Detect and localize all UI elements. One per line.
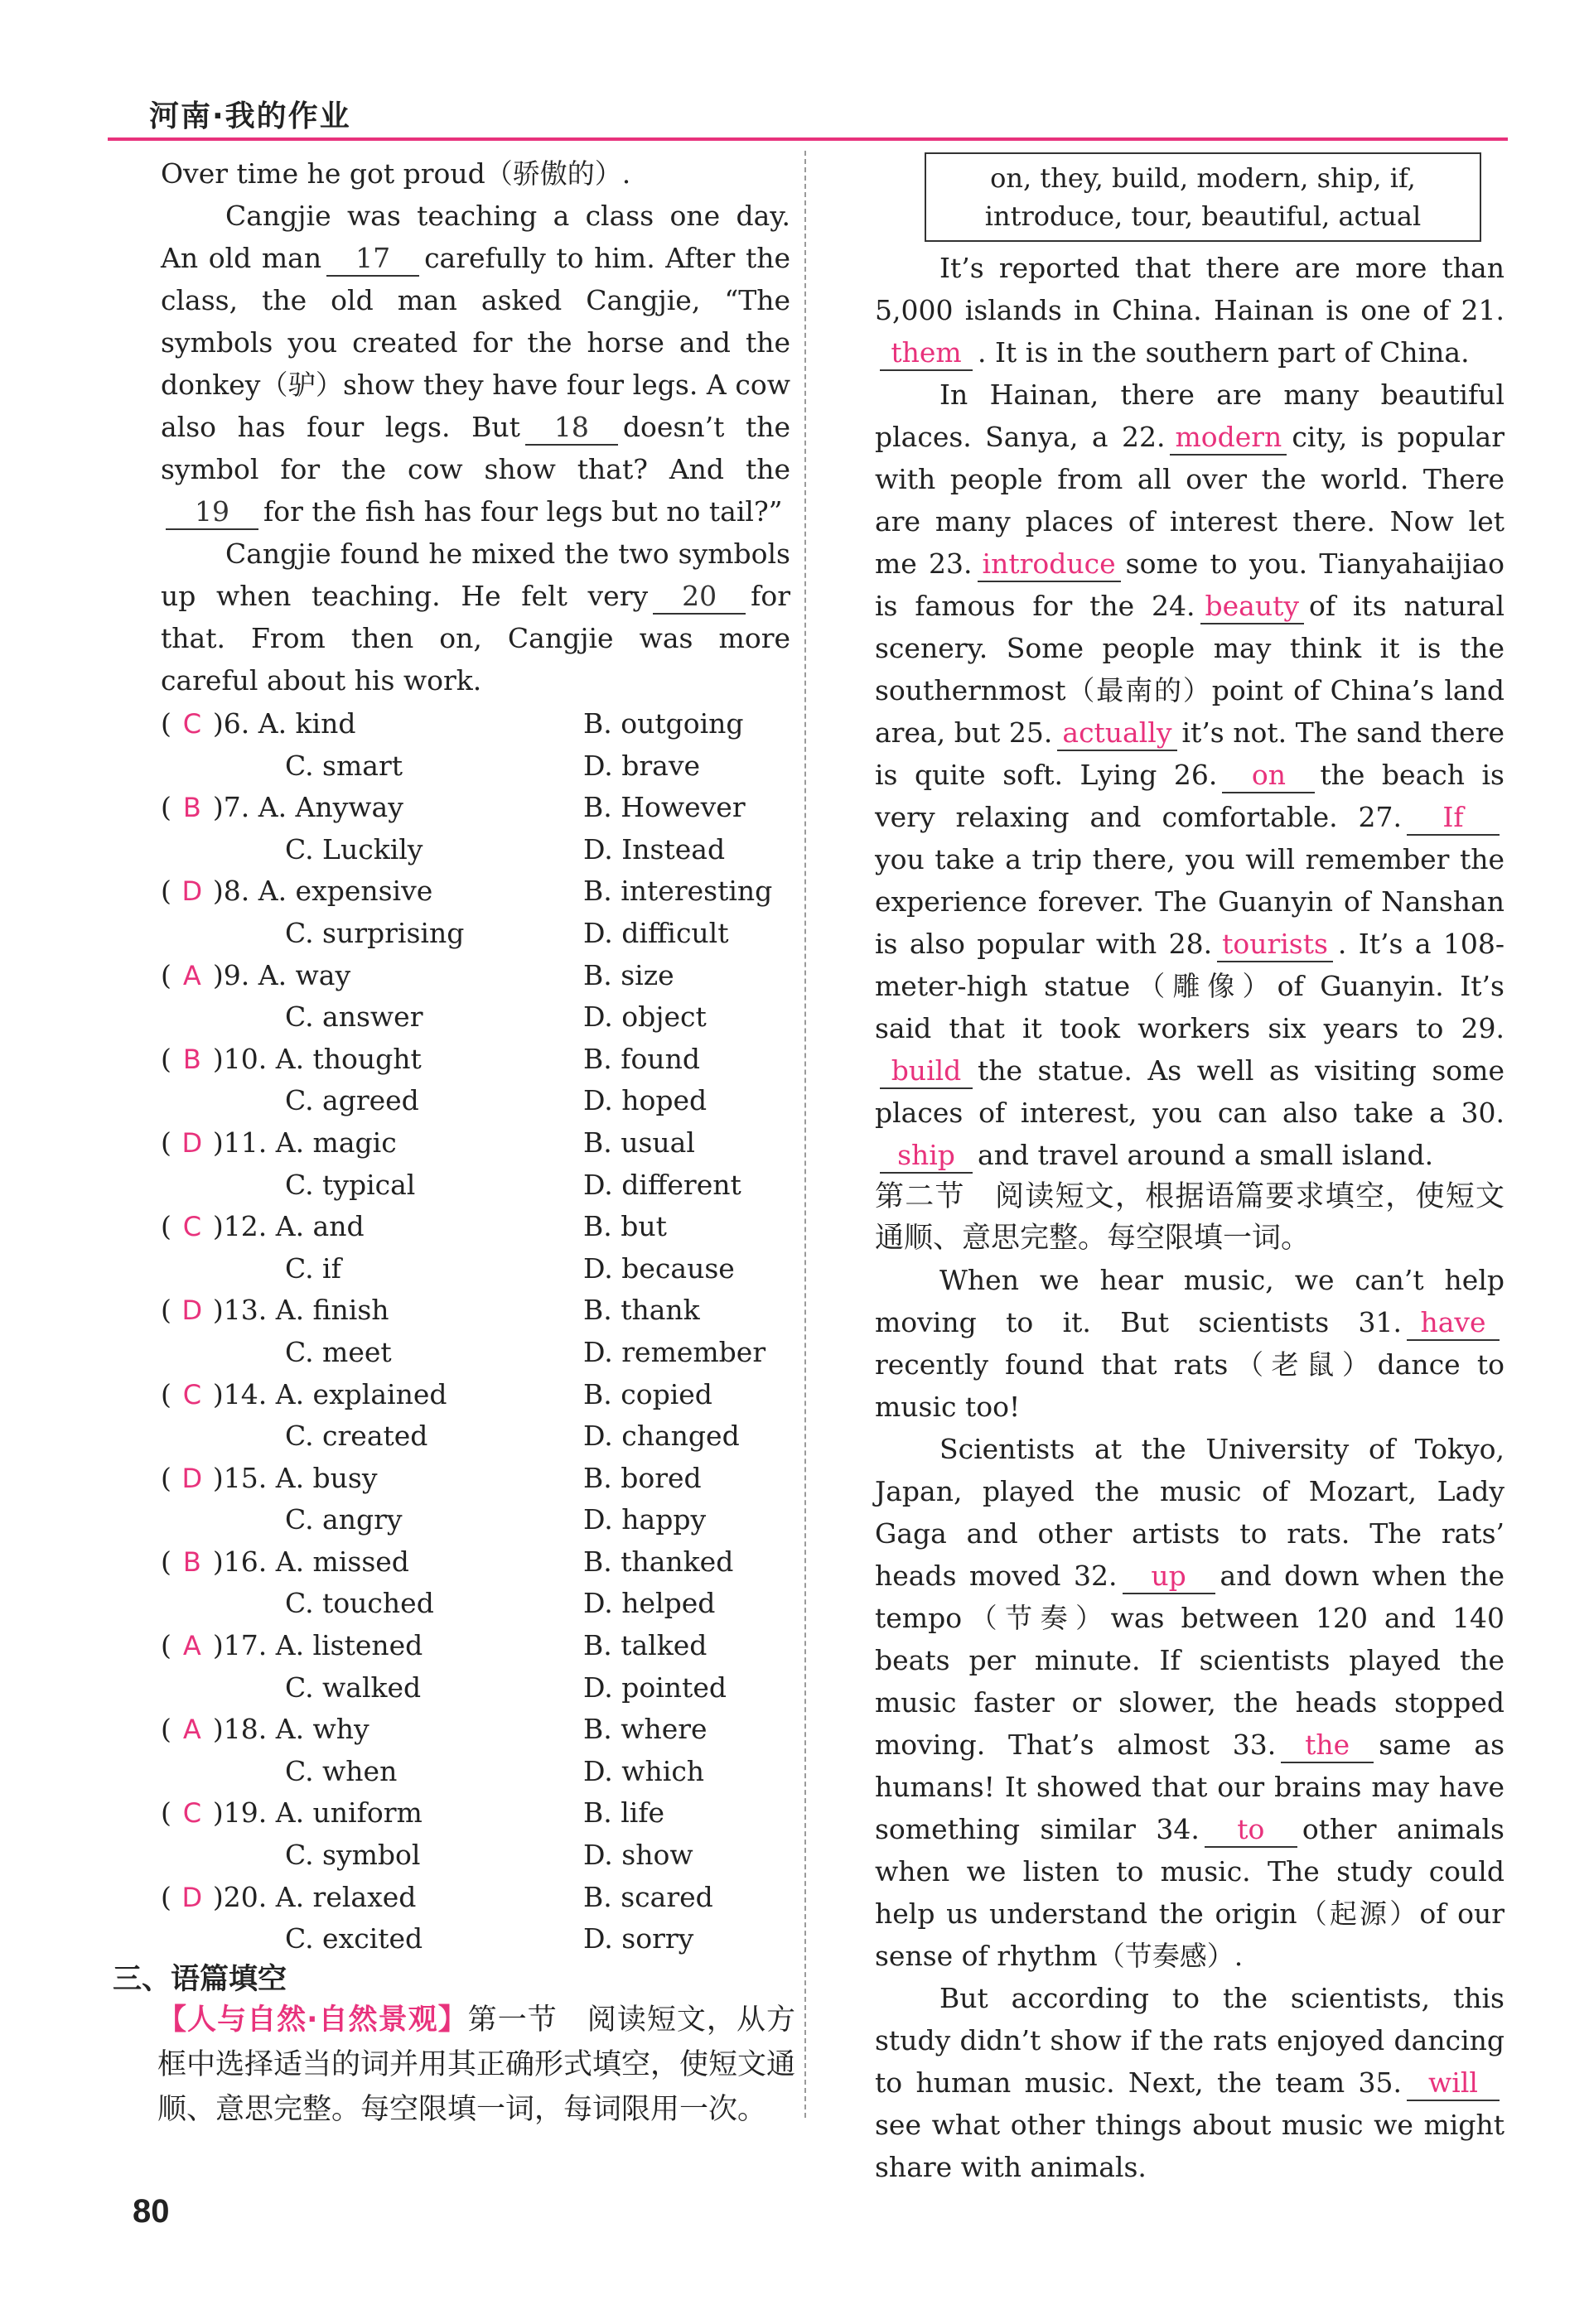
blank-17: 17: [326, 242, 419, 277]
text-run: It’s reported that there are more than 5,000 islands in China. Hainan is one of 21.: [875, 252, 1504, 326]
answer-mark: D: [181, 1126, 203, 1159]
option-a: A. missed: [275, 1545, 409, 1578]
answer-27: If: [1407, 801, 1500, 836]
answer-31: have: [1407, 1306, 1500, 1341]
question-stem: ( D )15. A. busy: [161, 1458, 583, 1500]
question-row: [161, 1583, 790, 1625]
question-stem: ( D )13. A. finish: [161, 1290, 583, 1332]
answer-mark: B: [182, 1545, 201, 1578]
answer-mark: A: [182, 1714, 201, 1746]
answer-30: ship: [880, 1139, 973, 1174]
option-c: C. answer: [285, 1000, 423, 1034]
task-instruction-2: 第二节 阅读短文，根据语篇要求填空，使短文通顺、意思完整。每空限填一词。: [875, 1180, 1504, 1255]
question-row: [161, 1415, 790, 1458]
option-d: D. different: [583, 1168, 741, 1201]
option-c: C. agreed: [285, 1084, 419, 1117]
option-c: C. if: [285, 1251, 341, 1285]
option-d: D. show: [583, 1839, 693, 1872]
option-b: B. scared: [583, 1880, 713, 1913]
question-stem: ( D )11. A. magic: [161, 1122, 583, 1164]
option-b: B. However: [583, 791, 746, 824]
question-row: [161, 1458, 790, 1500]
question-row: [161, 1541, 790, 1584]
answer-mark: C: [182, 708, 202, 740]
question-row: [161, 1122, 790, 1164]
question-number: 14.: [223, 1377, 268, 1410]
task-tag: 【人与自然·自然景观】: [157, 2003, 468, 2037]
answer-28: tourists: [1217, 928, 1333, 962]
question-row: [161, 1164, 790, 1207]
answer-mark: B: [182, 792, 201, 824]
answer-mark: D: [181, 875, 203, 908]
option-b: B. bored: [583, 1461, 702, 1494]
option-d: D. because: [583, 1251, 735, 1285]
word-box-line: on, they, build, modern, ship, if,: [990, 162, 1416, 194]
question-stem: ( C )6. A. kind: [161, 703, 583, 745]
answer-mark: D: [181, 1881, 203, 1913]
option-c: C. walked: [285, 1671, 422, 1704]
option-d: D. changed: [583, 1420, 740, 1453]
option-d: D. helped: [583, 1587, 716, 1620]
option-a: A. magic: [275, 1126, 397, 1159]
option-d: D. happy: [583, 1503, 707, 1536]
blank-18: 18: [525, 411, 618, 446]
question-row: [161, 1835, 790, 1877]
option-d: D. Instead: [583, 832, 726, 865]
question-row: [161, 829, 790, 871]
question-stem: ( C )12. A. and: [161, 1206, 583, 1248]
option-d: D. object: [583, 1000, 707, 1034]
option-b: B. thanked: [583, 1545, 734, 1578]
option-c: C. excited: [285, 1922, 423, 1955]
question-row: [161, 913, 790, 955]
question-row: [161, 1918, 790, 1960]
question-stem: ( A )17. A. listened: [161, 1625, 583, 1667]
option-c: C. smart: [285, 749, 403, 782]
text-run: of its natural scenery. Some people may think it is the southernmost（最南的）point of China’s land area, but 25.: [875, 590, 1504, 749]
text-run: carefully to him. After the class, the old man asked Cangjie, “The symbols you created for the horse and the donkey（驴）show they have four legs. A cow also has four legs. But: [161, 242, 790, 443]
text-run: for that. From then on, Cangjie was more careful about his work.: [161, 580, 790, 697]
answer-mark: B: [182, 1043, 201, 1075]
question-number: 7.: [223, 791, 250, 824]
question-row: [161, 1290, 790, 1332]
question-row: [161, 1667, 790, 1709]
option-c: C. angry: [285, 1503, 403, 1536]
option-b: B. talked: [583, 1629, 708, 1662]
text-run: Cangjie was teaching a class one day. An old man: [161, 200, 790, 274]
word-box: [925, 152, 1481, 242]
option-d: D. sorry: [583, 1922, 694, 1955]
question-row: [161, 1248, 790, 1290]
question-stem: ( A )18. A. why: [161, 1709, 583, 1751]
question-row: [161, 1792, 790, 1835]
text-run: for the fish has four legs but no tail?”: [263, 495, 783, 528]
option-c: C. surprising: [285, 916, 465, 949]
text-run: . It’s a 108-meter-high statue（雕像）of Guanyin. It’s said that it took workers six years to 29.: [875, 928, 1504, 1044]
question-row: [161, 1374, 790, 1416]
column-divider: [804, 151, 806, 2118]
answer-24: beauty: [1200, 590, 1305, 624]
question-stem: ( B )10. A. thought: [161, 1039, 583, 1081]
text-run: it’s not. The sand there is quite soft. Lying 26.: [875, 716, 1504, 791]
option-a: A. listened: [275, 1629, 423, 1662]
option-b: B. thank: [583, 1294, 700, 1327]
text-run: and down when the tempo（节奏）was between 120 and 140 beats per minute. If scientists played the music faster or slower, the heads stopped moving. That’s almost 33.: [875, 1560, 1505, 1761]
answer-32: up: [1123, 1560, 1215, 1594]
option-d: D. remember: [583, 1335, 766, 1368]
option-b: B. but: [583, 1210, 667, 1243]
question-number: 9.: [223, 958, 250, 991]
question-stem: ( C )14. A. explained: [161, 1374, 583, 1416]
text-run: and travel around a small island.: [978, 1139, 1434, 1171]
option-a: A. why: [275, 1713, 369, 1746]
text-run: doesn’t the symbol for the cow show that? And the: [161, 411, 790, 485]
text-run: recently found that rats（老鼠）dance to music too!: [875, 1348, 1504, 1423]
question-stem: ( D )8. A. expensive: [161, 870, 583, 913]
answer-22: modern: [1170, 421, 1287, 456]
question-row: [161, 745, 790, 788]
text-run: In Hainan, there are many beautiful places. Sanya, a 22.: [875, 378, 1504, 453]
option-c: C. Luckily: [285, 832, 423, 865]
question-row: [161, 1332, 790, 1374]
question-number: 13.: [223, 1294, 268, 1327]
answer-33: the: [1281, 1729, 1374, 1763]
question-row: [161, 870, 790, 913]
option-b: B. life: [583, 1796, 665, 1830]
option-b: B. found: [583, 1042, 700, 1075]
option-a: A. relaxed: [275, 1880, 417, 1913]
text-run: Scientists at the University of Tokyo, Japan, played the music of Mozart, Lady Gaga and other artists to rats. The rats’ heads moved 32.: [875, 1433, 1504, 1592]
answer-21: them: [880, 336, 973, 371]
answer-mark: D: [181, 1462, 203, 1494]
option-c: C. touched: [285, 1587, 434, 1620]
text-run: some to you. Tianyahaijiao is famous for the 24.: [875, 547, 1504, 622]
question-row: [161, 1499, 790, 1541]
question-number: 19.: [223, 1796, 268, 1830]
option-c: C. created: [285, 1420, 428, 1453]
question-row: [161, 1080, 790, 1122]
answer-mark: A: [182, 1630, 201, 1662]
answer-26: on: [1222, 759, 1315, 793]
text-run: the beach is very relaxing and comfortable. 27.: [875, 759, 1504, 833]
option-d: D. which: [583, 1754, 705, 1787]
answer-mark: C: [182, 1378, 202, 1410]
option-a: A. and: [275, 1210, 365, 1243]
option-b: B. copied: [583, 1377, 712, 1410]
question-row: [161, 703, 790, 745]
text-run: city, is popular with people from all over the world. There are many places of interest there. Now let me 23.: [875, 421, 1505, 580]
text-run: other animals when we listen to music. The study could help us understand the origin（起源）of our sense of rhythm（节奏感）.: [875, 1813, 1504, 1972]
question-row: [161, 955, 790, 997]
option-d: D. pointed: [583, 1671, 727, 1704]
option-a: A. way: [258, 958, 351, 991]
word-box-line: introduce, tour, beautiful, actual: [984, 200, 1422, 232]
passage-paragraph: [875, 1259, 1504, 1428]
text-run: . It is in the southern part of China.: [978, 336, 1470, 369]
option-a: A. explained: [275, 1377, 447, 1410]
text-run: see what other things about music we might share with animals.: [875, 2109, 1504, 2183]
question-number: 15.: [223, 1461, 268, 1494]
text-run: When we hear music, we can’t help moving to it. But scientists 31.: [875, 1264, 1504, 1338]
left-column: [161, 152, 790, 1960]
question-number: 6.: [223, 707, 250, 740]
passage-paragraph: [161, 533, 790, 702]
option-c: C. when: [285, 1754, 398, 1787]
header-rule: [108, 137, 1508, 141]
passage-paragraph: [161, 195, 790, 533]
passage-paragraph: [875, 1428, 1504, 1977]
question-number: 17.: [223, 1629, 268, 1662]
question-row: [161, 1039, 790, 1081]
question-number: 8.: [223, 875, 250, 908]
option-b: B. where: [583, 1713, 708, 1746]
option-a: A. thought: [275, 1042, 422, 1075]
question-row: [161, 996, 790, 1039]
option-a: A. expensive: [258, 875, 433, 908]
right-column: [875, 152, 1504, 2188]
answer-mark: A: [182, 959, 201, 991]
question-stem: ( D )20. A. relaxed: [161, 1877, 583, 1919]
answer-mark: C: [182, 1211, 202, 1243]
passage-paragraph: [875, 374, 1504, 1176]
option-b: B. usual: [583, 1126, 695, 1159]
question-row: [161, 1709, 790, 1751]
page-number: 80: [133, 2193, 170, 2230]
answer-mark: C: [182, 1797, 202, 1830]
text-run: you take a trip there, you will remember the experience forever. The Guanyin of Nanshan is also popular with 28.: [875, 843, 1504, 960]
answer-25: actually: [1057, 716, 1176, 751]
option-a: A. kind: [258, 707, 356, 740]
option-c: C. typical: [285, 1168, 416, 1201]
question-number: 12.: [223, 1210, 268, 1243]
question-row: [161, 1751, 790, 1793]
question-row: [161, 1877, 790, 1919]
text-run: same as humans! It showed that our brains may have something similar 34.: [875, 1729, 1505, 1845]
question-number: 20.: [223, 1880, 268, 1913]
question-stem: ( B )7. A. Anyway: [161, 787, 583, 829]
question-stem: ( A )9. A. way: [161, 955, 583, 997]
passage-paragraph: [875, 1977, 1504, 2188]
passage-paragraph: [875, 247, 1504, 374]
task-instruction: [157, 1998, 795, 2132]
option-d: D. brave: [583, 749, 701, 782]
answer-23: introduce: [978, 547, 1121, 582]
passage-paragraph: Over time he got proud（骄傲的）.: [161, 157, 631, 190]
option-c: C. meet: [285, 1335, 392, 1368]
option-a: A. uniform: [275, 1796, 423, 1830]
blank-20: 20: [653, 580, 746, 615]
option-b: B. size: [583, 958, 674, 991]
option-b: B. outgoing: [583, 707, 744, 740]
option-d: D. hoped: [583, 1084, 708, 1117]
option-d: D. difficult: [583, 916, 729, 949]
text-run: the statue. As well as visiting some places of interest, you can also take a 30.: [875, 1054, 1504, 1129]
question-stem: ( B )16. A. missed: [161, 1541, 583, 1584]
answer-34: to: [1205, 1813, 1297, 1848]
answer-mark: D: [181, 1295, 203, 1327]
option-c: C. symbol: [285, 1839, 421, 1872]
question-number: 11.: [223, 1126, 268, 1159]
question-row: [161, 1625, 790, 1667]
option-b: B. interesting: [583, 875, 773, 908]
question-row: [161, 787, 790, 829]
header-title: 河南·我的作业: [149, 99, 351, 133]
blank-19: 19: [166, 495, 258, 530]
text-run: Cangjie found he mixed the two symbols up when teaching. He felt very: [161, 538, 790, 612]
question-number: 16.: [223, 1545, 268, 1578]
option-a: A. Anyway: [258, 791, 403, 824]
answer-29: build: [880, 1054, 973, 1089]
question-stem: ( C )19. A. uniform: [161, 1792, 583, 1835]
question-number: 10.: [223, 1042, 268, 1075]
answer-35: will: [1407, 2066, 1500, 2101]
section-title: 三、语篇填空: [113, 1963, 287, 1996]
question-row: [161, 1206, 790, 1248]
question-number: 18.: [223, 1713, 268, 1746]
option-a: A. finish: [275, 1294, 389, 1327]
task-text: 第一节 阅读短文，从方框中选择适当的词并用其正确形式填空，使短文通顺、意思完整。每空限填一词，每词限用一次。: [157, 2003, 796, 2126]
cloze-options-list: [161, 703, 790, 1960]
text-run: But according to the scientists, this study didn’t show if the rats enjoyed dancing to human music. Next, the team 35.: [875, 1982, 1504, 2099]
option-a: A. busy: [275, 1461, 378, 1494]
